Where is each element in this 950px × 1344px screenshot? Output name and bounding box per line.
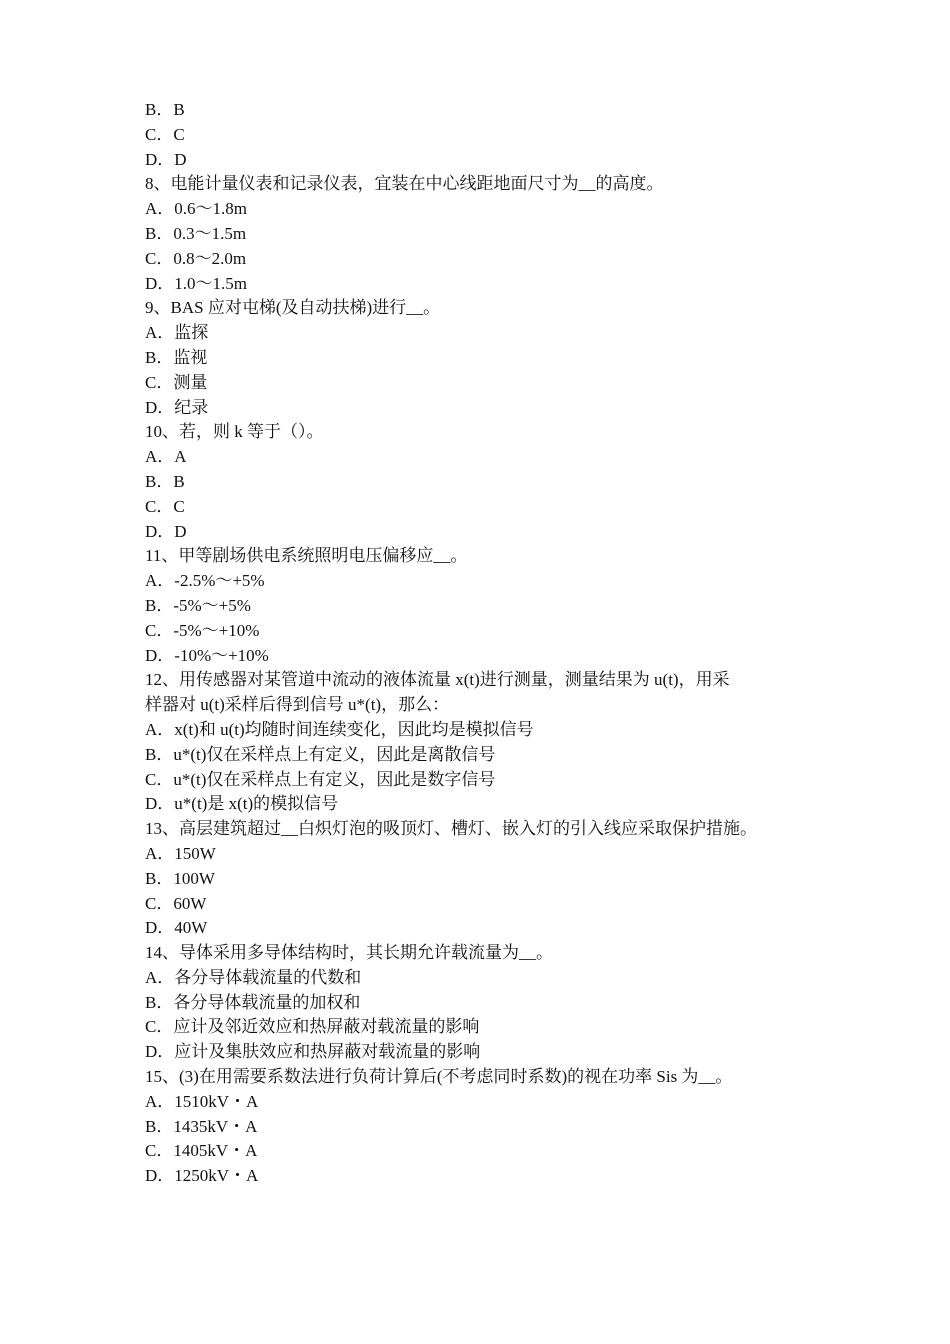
option-text: B．0.3～1.5m — [145, 223, 247, 243]
option-text: B．B — [145, 471, 185, 491]
option-text: D．应计及集肤效应和热屏蔽对载流量的影响 — [145, 1042, 481, 1062]
option-text: C．C — [145, 124, 185, 144]
question-text: 样器对 u(t)采样后得到信号 u*(t)，那么： — [145, 695, 450, 715]
option-text: D．40W — [145, 918, 208, 938]
option-text: D．D — [145, 149, 187, 169]
option-text: D．D — [145, 521, 187, 541]
option-text: D．1.0～1.5m — [145, 273, 247, 293]
option-text: B．u*(t)仅在采样点上有定义，因此是离散信号 — [145, 744, 496, 764]
option-text: D．1250kV・A — [145, 1166, 259, 1186]
option-text: C．C — [145, 496, 185, 516]
option-text: B．监视 — [145, 347, 208, 367]
option-text: C．60W — [145, 893, 207, 913]
option-text: D．u*(t)是 x(t)的模拟信号 — [145, 794, 339, 814]
option-text: A．监探 — [145, 323, 209, 343]
option-text: A．150W — [145, 843, 216, 863]
option-text: C．测量 — [145, 372, 208, 392]
option-text: B．100W — [145, 868, 215, 888]
question-text: 13、高层建筑超过__白炽灯泡的吸顶灯、槽灯、嵌入灯的引入线应采取保护措施。 — [145, 819, 757, 839]
option-text: B．1435kV・A — [145, 1116, 258, 1136]
document-page — [145, 98, 825, 1189]
question-text: 8、电能计量仪表和记录仪表，宜装在中心线距地面尺寸为__的高度。 — [145, 174, 664, 194]
question-text: 12、用传感器对某管道中流动的液体流量 x(t)进行测量，测量结果为 u(t)，用采 — [145, 670, 730, 690]
question-text: 15、(3)在用需要系数法进行负荷计算后(不考虑同时系数)的视在功率 Sis 为__。 — [145, 1067, 733, 1087]
option-text: A．各分导体载流量的代数和 — [145, 967, 362, 987]
question-text: 10、若，则 k 等于（）。 — [145, 422, 324, 442]
option-text: A．A — [145, 447, 187, 467]
option-text: C．1405kV・A — [145, 1141, 258, 1161]
option-text: A．1510kV・A — [145, 1091, 259, 1111]
option-text: D．-10%～+10% — [145, 645, 269, 665]
option-text: D．纪录 — [145, 397, 209, 417]
option-text: C．-5%～+10% — [145, 620, 260, 640]
option-text: B．B — [145, 100, 185, 119]
option-text: A．0.6～1.8m — [145, 199, 247, 219]
option-text: C．应计及邻近效应和热屏蔽对载流量的影响 — [145, 1017, 480, 1037]
option-text: C．0.8～2.0m — [145, 248, 247, 268]
question-text: 14、导体采用多导体结构时，其长期允许载流量为__。 — [145, 943, 553, 963]
option-text: A．-2.5%～+5% — [145, 571, 265, 591]
option-text: B．各分导体载流量的加权和 — [145, 992, 361, 1012]
option-text: C．u*(t)仅在采样点上有定义，因此是数字信号 — [145, 769, 496, 789]
question-text: 11、甲等剧场供电系统照明电压偏移应__。 — [145, 546, 468, 566]
question-text: 9、BAS 应对屯梯(及自动扶梯)进行__。 — [145, 298, 441, 318]
option-text: A．x(t)和 u(t)均随时间连续变化，因此均是模拟信号 — [145, 719, 534, 739]
option-text: B．-5%～+5% — [145, 595, 251, 615]
